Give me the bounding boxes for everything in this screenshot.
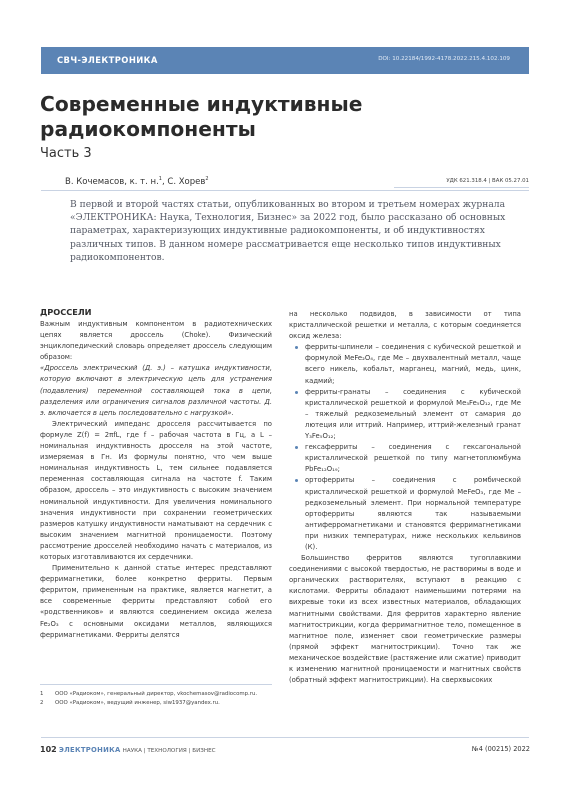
footnote-divider [40, 684, 272, 685]
author-1-footnote-mark: 1 [158, 176, 162, 182]
bullet-icon [295, 391, 298, 394]
authors-divider [41, 190, 529, 191]
ferrite-types-list [293, 342, 521, 553]
authors-line [65, 176, 209, 187]
page-footer [40, 745, 530, 754]
left-paragraph-3: Применительно к данной статье интерес представляют ферримагнетики, более конкретно ферриты. Первым ферритом, примененным на практике, является магнетит, а все современные ферриты представляют собой его «родственников» и являются соединением оксида железа Fe₂O₃ с основными оксидами металлов, являющихся ферримагнетиками. Ферриты делятся [40, 564, 272, 639]
list-item-text: гексаферриты – соединения с гексагональной кристаллической решеткой по типу магнетоплюмбума PbFe₁₂O₁₉; [305, 443, 521, 474]
udk-divider [394, 187, 529, 188]
footnote-number: 1 [40, 691, 44, 697]
encyclopedia-quote: «Дроссель электрический (Д. э.) – катушка индуктивности, которую включают в электрическую цепь для устранения (подавления) переменной составляющей тока в цепи, разделения или ограничения сигналов различной частоты. Д. э. включается в цепь последовательно с нагрузкой». [40, 364, 272, 417]
right-column [289, 309, 521, 686]
footer-divider [41, 737, 529, 738]
author-1: В. Кочемасов, к. т. н. [65, 176, 159, 187]
left-column [40, 307, 272, 641]
list-item-text: ферриты-шпинели – соединения с кубической решеткой и формулой MeFe₂O₄, где Me – двухвалентный металл, чаще всего никель, кобальт, марганец, магний, медь, цинк, кадмий; [305, 343, 521, 385]
issue-number: №4 (00215) 2022 [471, 745, 530, 753]
bullet-icon [295, 479, 298, 482]
footnote-1 [40, 690, 272, 699]
bullet-icon [295, 346, 298, 349]
page-number: 102 [40, 745, 57, 754]
magazine-tagline: НАУКА | ТЕХНОЛОГИЯ | БИЗНЕС [122, 748, 216, 754]
author-separator: , [161, 176, 168, 187]
footnote-number: 2 [40, 700, 44, 707]
list-item [293, 475, 521, 553]
author-2: С. Хорев [167, 176, 206, 187]
right-paragraph-1: на несколько подвидов, в зависимости от типа кристаллической решетки и металла, с которым соединяется оксид железа: [289, 310, 521, 341]
udk-code: УДК 621.318.4 | ВАК 05.27.01 [446, 178, 529, 184]
left-paragraph-1: Важным индуктивным компонентом в радиотехнических цепях является дроссель (Choke). Физический энциклопедический словарь определяет дроссель следующим образом: [40, 320, 272, 362]
list-item [293, 387, 521, 442]
article-abstract: В первой и второй частях статьи, опубликованных во втором и третьем номерах журнала «ЭЛЕКТРОНИКА: Наука, Технология, Бизнес» за 2022 год, было рассказано об основных параметрах, характеризующих индуктивные радиокомпоненты, и об индуктивностях различных типов. В данном номере рассматривается еще несколько типов индуктивных радиокомпонентов. [70, 200, 506, 263]
footnotes [40, 690, 272, 709]
doi-label[interactable]: DOI: 10.22184/1992-4178.2022.215.4.102.109 [378, 56, 510, 62]
author-2-footnote-mark: 2 [205, 176, 209, 182]
bullet-icon [295, 446, 298, 449]
article-subtitle: Часть 3 [40, 146, 92, 161]
footnote-2 [40, 699, 272, 708]
section-label: СВЧ-ЭЛЕКТРОНИКА [57, 55, 158, 65]
section-header-bar [41, 47, 529, 74]
article-title: Современные индуктивные радиокомпоненты [40, 92, 363, 141]
magazine-name: ЭЛЕКТРОНИКА [58, 746, 121, 754]
section-heading-chokes: ДРОССЕЛИ [40, 307, 92, 317]
list-item-text: ферриты-гранаты – соединения с кубической кристаллической решеткой и формулой Me₃Fe₅O₁₂, где Me – тяжелый редкоземельный элемент от самария до лютеция или иттрий. Например, иттрий-железный гранат Y₃Fe₅O₁₂; [305, 387, 521, 441]
list-item [293, 442, 521, 475]
right-paragraph-2: Большинство ферритов являются тугоплавкими соединениями с высокой твердостью, не растворимы в воде и органических растворителях, вступают в реакцию с кислотами. Ферриты обладают наименьшими потерями на вихревые токи из всех известных материалов, обладающих магнитными свойствами. Для ферритов характерно явление магнитострикции, когда ферримагнитное тело, помещенное в магнитное поле, изменяет свои геометрические размеры (прямой эффект магнитострикции). Точно так же механическое воздействие (растяжение или сжатие) приводит к изменению магнитной проницаемости и магнитных свойств (обратный эффект магнитострикции). На сверхвысоких [289, 554, 521, 685]
footnote-text[interactable]: ООО «Радиоком», ведущий инженер, siw1937@yandex.ru. [55, 700, 220, 707]
list-item [293, 342, 521, 386]
footnote-text[interactable]: ООО «Радиоком», генеральный директор, vkochemasov@radiocomp.ru. [55, 691, 258, 697]
left-paragraph-2: Электрический импеданс дросселя рассчитывается по формуле Z(f) = 2πfL, где f – рабочая частота в Гц, а L – номинальная индуктивность дросселя на этой частоте, измеряемая в Гн. Из формулы понятно, что чем выше номинальная индуктивность L, тем сильнее подавляется переменная составляющая сигнала на частоте f. Таким образом, дроссель – это индуктивность с высоким значением номинальной индуктивности. Для увеличения номинального значения индуктивности при сохранении геометрических размеров катушку индуктивности наматывают на сердечник с высоким значением магнитной проницаемости. Поэтому рассмотрение дросселей необходимо начать с материалов, из которых изготавливаются их сердечники. [40, 419, 272, 561]
list-item-text: ортоферриты – соединения с ромбической кристаллической решеткой и формулой MeFeO₃, где Me – редкоземельный элемент. При нормальной температуре ортоферриты являются так называемыми антиферромагнетиками и становятся ферримагнетиками при низких температурах, ниже нескольких кельвинов (К). [305, 476, 521, 551]
